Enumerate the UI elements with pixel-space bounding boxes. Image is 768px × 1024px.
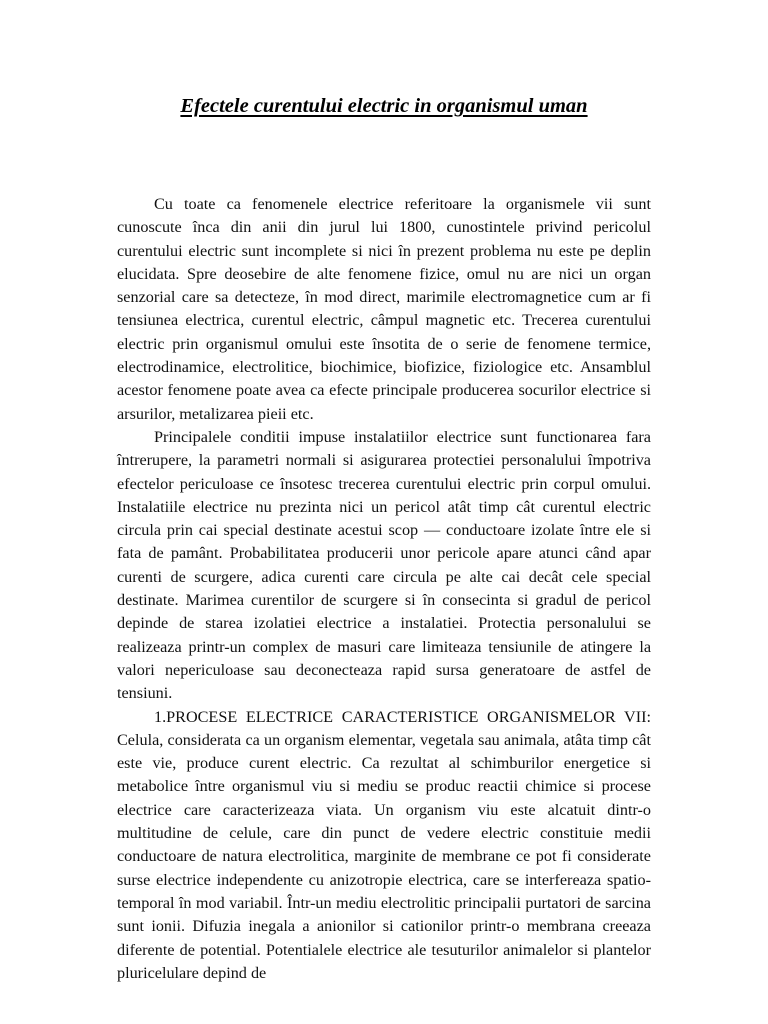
paragraph-intro: Cu toate ca fenomenele electrice referitoare la organismele vii sunt cunoscute înca din anii din jurul lui 1800, cunostintele privind pericolul curentului electric sunt incomplete si nici în prezent problema nu este pe deplin elucidata. Spre deosebire de alte fenomene fizice, omul nu are nici un organ senzorial care sa detecteze, în mod direct, marimile electromagnetice cum ar fi tensiunea electrica, curentul electric, câmpul magnetic etc. Trecerea curentului electric prin organismul omului este însotita de o serie de fenomene termice, electrodinamice, electrolitice, biochimice, biofizice, fiziologice etc. Ansamblul acestor fenomene poate avea ca efecte principale producerea socurilor electrice si arsurilor, metalizarea pieii etc. [117,195,651,423]
paragraph-section-1: 1.PROCESE ELECTRICE CARACTERISTICE ORGANISMELOR VII: Celula, considerata ca un organism elementar, vegetala sau animala, atâta timp cât este vie, produce curent electric. Ca rezultat al schimburilor energetice si metabolice între organismul viu si mediu se produc reactii chimice si procese electrice care caracterizeaza viata. Un organism viu este alcatuit dintr-o multitudine de celule, care din punct de vedere electric constituie medii conductoare de natura electrolitica, marginite de membrane ce pot fi considerate surse electrice independente cu anizotropie electrica, care se interfereaza spatio-temporal în mod variabil. Într-un mediu electrolitic principalii purtatori de sarcina sunt ionii. Difuzia inegala a anionilor si cationilor printr-o membrana creeaza diferente de potential. Potentialele electrice ale tesuturilor animalelor si plantelor pluricelulare depind de [117,707,651,982]
paragraph-conditions: Principalele conditii impuse instalatiilor electrice sunt functionarea fara întrerupere, la parametri normali si asigurarea protectiei personalului împotriva efectelor periculoase ce însotesc trecerea curentului electric prin corpul omului. Instalatiile electrice nu prezinta nici un pericol atât timp cât curentul electric circula prin cai special destinate acestui scop — conductoare izolate între ele si fata de pamânt. Probabilitatea producerii unor pericole apare atunci când apar curenti de scurgere, adica curenti care circula pe alte cai decât cele special destinate. Marimea curentilor de scurgere si în consecinta si gradul de pericol depinde de starea izolatiei electrice a instalatiei. Protectia personalului se realizeaza printr-un complex de masuri care limiteaza tensiunile de atingere la valori nepericuloase sau deconecteaza rapid sursa generatoare de astfel de tensiuni. [117,427,651,703]
document-title: Efectele curentului electric in organismul uman [180,95,588,117]
document-body [117,193,651,985]
